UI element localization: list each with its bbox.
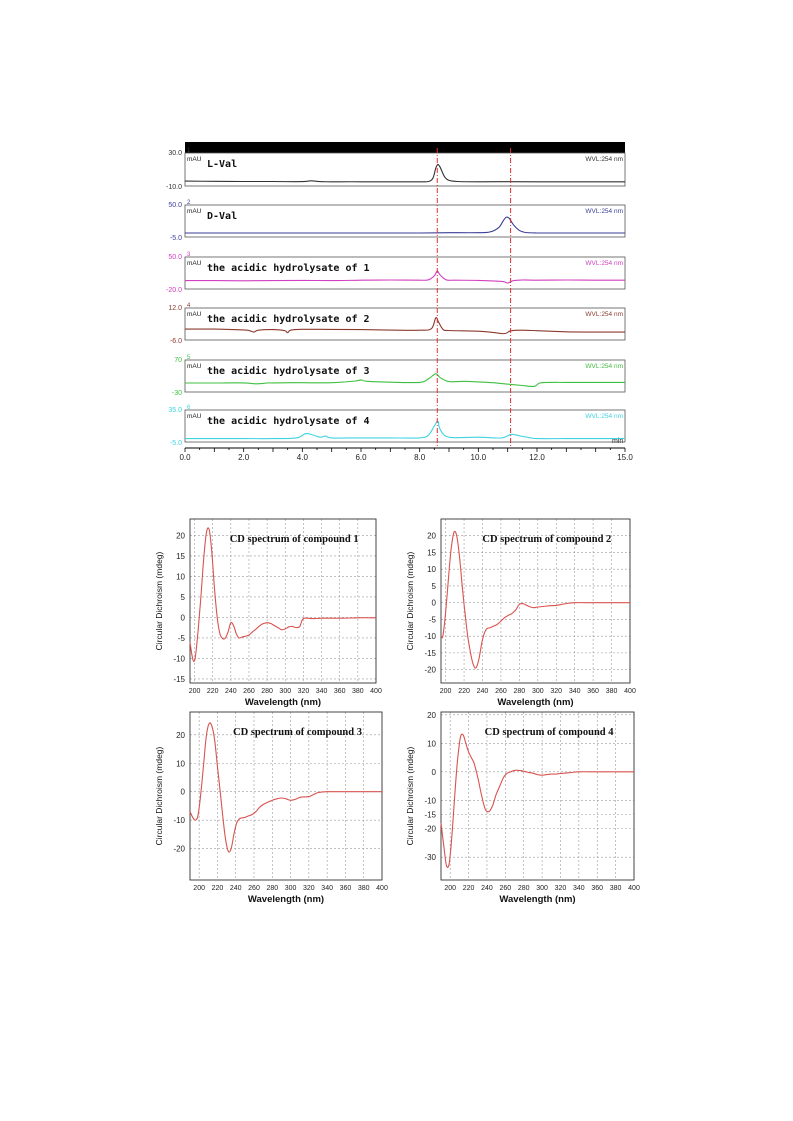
- hplc-panel-4: [168, 303, 625, 345]
- cd-x-tick-label: 360: [587, 688, 599, 695]
- hplc-trace-2: [185, 217, 625, 233]
- cd-spectrum-line: [441, 531, 630, 668]
- hplc-wavelength-label: WVL:254 nm: [585, 156, 623, 163]
- hplc-panel-3: [166, 252, 625, 294]
- hplc-ymax-label: 50.0: [168, 254, 182, 261]
- cd-x-tick-label: 240: [224, 688, 237, 695]
- cd-y-tick-label: -15: [424, 648, 436, 658]
- cd-x-tick-label: 340: [315, 688, 328, 695]
- cd-y-tick-label: 10: [176, 572, 185, 582]
- hplc-unit-label: mAU: [187, 208, 202, 215]
- hplc-panel-index: 1: [187, 148, 191, 154]
- hplc-trace-name: the acidic hydrolysate of 2: [207, 314, 370, 325]
- cd-x-tick-label: 240: [476, 688, 489, 695]
- cd-x-tick-label: 340: [321, 885, 333, 892]
- cd-y-tick-label: 15: [176, 551, 185, 561]
- hplc-ymax-label: 12.0: [168, 305, 182, 312]
- cd-x-axis-label: Wavelength (nm): [497, 697, 574, 708]
- hplc-panel-index: 4: [187, 303, 191, 309]
- cd-y-tick-label: -10: [173, 654, 185, 664]
- hplc-tick-label: 6.0: [355, 453, 367, 462]
- cd-x-tick-label: 220: [462, 885, 475, 892]
- cd-x-tick-label: 320: [550, 688, 563, 695]
- cd-x-axis-label: Wavelength (nm): [244, 697, 322, 708]
- hplc-wavelength-label: WVL:254 nm: [585, 208, 623, 215]
- hplc-ymin-label: -20.0: [166, 287, 182, 294]
- cd-y-tick-label: -15: [173, 674, 185, 684]
- hplc-ymin-label: -6.0: [169, 338, 182, 345]
- hplc-top-bar: [185, 142, 625, 153]
- hplc-unit-label: mAU: [187, 260, 202, 267]
- cd-x-tick-label: 360: [339, 885, 352, 892]
- cd-x-tick-label: 340: [573, 885, 585, 892]
- cd-y-tick-label: 0: [431, 767, 436, 777]
- hplc-wavelength-label: WVL:254 nm: [585, 413, 623, 420]
- hplc-panel-index: 5: [187, 355, 191, 361]
- cd-x-tick-label: 200: [188, 688, 201, 695]
- cd-x-tick-label: 260: [499, 885, 512, 892]
- hplc-trace-name: D-Val: [207, 211, 238, 222]
- cd-x-tick-label: 240: [481, 885, 493, 892]
- hplc-ymin-label: -5.0: [169, 440, 182, 447]
- hplc-panel-index: 3: [187, 252, 191, 258]
- cd-x-tick-label: 380: [609, 885, 622, 892]
- cd-y-tick-label: 20: [176, 531, 185, 541]
- hplc-unit-label: mAU: [187, 363, 202, 370]
- cd-x-tick-label: 400: [628, 885, 640, 892]
- cd-x-tick-label: 280: [261, 688, 273, 695]
- hplc-ymin-label: -5.0: [169, 235, 182, 242]
- cd-x-tick-label: 220: [206, 688, 219, 695]
- cd-y-tick-label: 10: [427, 565, 436, 575]
- cd-x-tick-label: 280: [513, 688, 526, 695]
- cd-y-tick-label: -20: [424, 665, 436, 675]
- hplc-tick-label: 0.0: [179, 453, 191, 462]
- cd-y-tick-label: 10: [176, 759, 185, 769]
- cd-x-tick-label: 240: [229, 885, 242, 892]
- cd-y-tick-label: -5: [177, 633, 185, 643]
- hplc-ymax-label: 50.0: [168, 202, 182, 209]
- cd-y-tick-label: -10: [173, 816, 185, 826]
- hplc-panel-frame: [185, 205, 625, 237]
- hplc-tick-label: 8.0: [414, 453, 426, 462]
- hplc-trace-name: the acidic hydrolysate of 4: [207, 416, 370, 427]
- hplc-panel-5: [172, 355, 625, 397]
- cd-x-tick-label: 380: [357, 885, 370, 892]
- hplc-wavelength-label: WVL:254 nm: [585, 260, 623, 267]
- hplc-panels: [166, 148, 625, 447]
- cd-y-tick-label: 20: [427, 531, 436, 541]
- cd-x-tick-label: 300: [531, 688, 544, 695]
- cd-chart-title: CD spectrum of compound 2: [482, 534, 612, 545]
- cd-y-axis-label: Circular Dichroism (mdeg): [154, 551, 164, 651]
- hplc-ymax-label: 70: [174, 357, 182, 364]
- cd-y-tick-label: -10: [424, 796, 436, 806]
- cd-x-tick-label: 260: [243, 688, 255, 695]
- cd-x-tick-label: 320: [303, 885, 315, 892]
- cd-x-tick-label: 300: [279, 688, 292, 695]
- cd-x-tick-label: 320: [297, 688, 310, 695]
- cd-x-tick-label: 280: [517, 885, 530, 892]
- cd-x-tick-label: 360: [591, 885, 604, 892]
- cd-x-axis-label: Wavelength (nm): [247, 894, 325, 905]
- cd-plot-frame: [441, 712, 634, 880]
- hplc-panel-1: [166, 148, 625, 191]
- cd-y-tick-label: 20: [427, 710, 436, 720]
- cd-y-tick-label: 20: [176, 730, 185, 740]
- cd-x-tick-label: 280: [266, 885, 279, 892]
- hplc-trace-1: [185, 164, 625, 181]
- cd-y-tick-label: -20: [173, 844, 185, 854]
- cd-x-tick-label: 400: [370, 688, 382, 695]
- hplc-wavelength-label: WVL:254 nm: [585, 363, 623, 370]
- cd-x-tick-label: 200: [439, 688, 452, 695]
- hplc-trace-name: L-Val: [207, 159, 238, 170]
- hplc-time-ticks: [179, 448, 633, 462]
- cd-x-tick-label: 220: [211, 885, 224, 892]
- cd-plot-frame: [190, 712, 382, 880]
- cd-chart-title: CD spectrum of compound 1: [229, 534, 359, 545]
- hplc-tick-label: 4.0: [296, 453, 308, 462]
- hplc-panel-index: 6: [187, 405, 191, 411]
- hplc-unit-label: mAU: [187, 156, 202, 163]
- hplc-ymin-label: -10.0: [166, 184, 182, 191]
- cd-y-tick-label: -5: [428, 615, 436, 625]
- cd-chart-title: CD spectrum of compound 3: [233, 727, 362, 738]
- cd-y-tick-label: 0: [180, 787, 185, 797]
- cd-x-tick-label: 260: [248, 885, 260, 892]
- hplc-tick-label: 10.0: [470, 453, 487, 462]
- cd-spectrum-line: [190, 723, 382, 852]
- hplc-tick-label: 2.0: [238, 453, 250, 462]
- cd-y-tick-label: 0: [431, 598, 436, 608]
- hplc-unit-label: mAU: [187, 311, 202, 318]
- hplc-panel-2: [168, 200, 625, 242]
- cd-spectrum-line: [441, 734, 634, 867]
- cd-y-tick-label: 5: [180, 592, 185, 602]
- cd-x-axis-label: Wavelength (nm): [499, 894, 576, 905]
- hplc-ymax-label: 35.0: [168, 407, 182, 414]
- hplc-unit-label: mAU: [187, 413, 202, 420]
- cd-x-tick-label: 400: [376, 885, 388, 892]
- cd-x-tick-label: 380: [352, 688, 364, 695]
- cd-x-tick-label: 360: [333, 688, 346, 695]
- cd-x-tick-label: 220: [458, 688, 470, 695]
- cd-x-tick-label: 400: [624, 688, 636, 695]
- cd-x-tick-label: 200: [193, 885, 205, 892]
- hplc-tick-label: 15.0: [617, 453, 633, 462]
- cd-plot-frame: [190, 519, 376, 683]
- hplc-panel-6: [168, 405, 625, 447]
- hplc-panel-index: 2: [187, 200, 191, 206]
- cd-y-tick-label: -15: [424, 810, 436, 820]
- hplc-reference-lines: [437, 148, 510, 448]
- cd-y-axis-label: Circular Dichroism (mdeg): [405, 551, 415, 651]
- cd-y-tick-label: -10: [424, 632, 436, 642]
- hplc-trace-name: the acidic hydrolysate of 3: [207, 366, 370, 377]
- cd-y-tick-label: 0: [180, 613, 185, 623]
- hplc-wavelength-label: WVL:254 nm: [585, 311, 623, 318]
- cd-x-tick-label: 200: [444, 885, 457, 892]
- cd-y-tick-label: 10: [427, 739, 436, 749]
- hplc-time-unit: min: [612, 438, 624, 445]
- cd-y-tick-label: 15: [427, 548, 436, 558]
- cd-x-tick-label: 340: [568, 688, 581, 695]
- cd-chart-title: CD spectrum of compound 4: [484, 727, 614, 738]
- hplc-chromatogram-figure: [0, 0, 793, 470]
- cd-x-tick-label: 320: [554, 885, 567, 892]
- cd-x-tick-label: 260: [495, 688, 507, 695]
- cd-spectrum-line: [190, 528, 376, 662]
- cd-y-tick-label: -20: [424, 824, 436, 834]
- cd-x-tick-label: 300: [284, 885, 297, 892]
- cd-y-axis-label: Circular Dichroism (mdeg): [154, 746, 164, 846]
- hplc-ymin-label: -30: [171, 390, 182, 397]
- cd-y-axis-label: Circular Dichroism (mdeg): [405, 746, 415, 846]
- cd-y-tick-label: 5: [431, 581, 436, 591]
- hplc-tick-label: 12.0: [529, 453, 545, 462]
- cd-y-tick-label: -30: [424, 853, 436, 863]
- cd-plot-frame: [441, 519, 630, 683]
- cd-x-tick-label: 380: [605, 688, 618, 695]
- hplc-ymax-label: 30.0: [168, 150, 182, 157]
- hplc-trace-name: the acidic hydrolysate of 1: [207, 263, 370, 274]
- cd-x-tick-label: 300: [536, 885, 548, 892]
